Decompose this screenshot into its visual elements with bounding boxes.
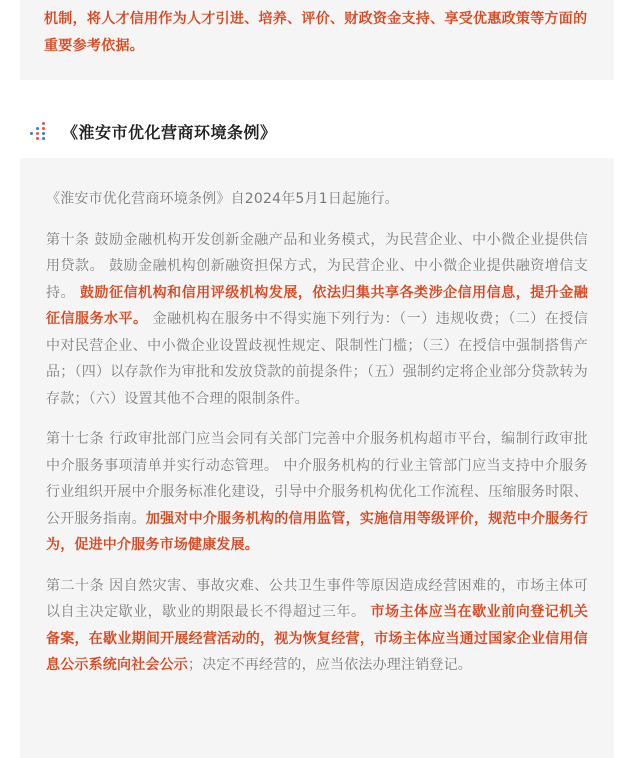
article-20-highlight: 市场主体应当在歇业前向登记机关备案，在歇业期间开展经营活动的，视为恢复经营，市场主体应当通过国家企业信用信息公示系统向社会公示 — [46, 604, 589, 673]
section-title: 《淮安市优化营商环境条例》 — [62, 122, 277, 142]
article-20-paragraph — [46, 573, 588, 679]
regulation-content-box — [20, 158, 614, 758]
article-10-text-2: 金融机构在服务中不得实施下列行为：（一）违规收费；（二）在授信中对民营企业、中小微企业设置歧视性规定、限制性门槛；（三）在授信中强制搭售产品；（四）以存款作为审批和发放贷款的前提条件；（五）强制约定将企业部分贷款转为存款；（六）设置其他不合理的限制条件。 — [46, 311, 588, 407]
article-17-paragraph — [46, 426, 588, 559]
article-10-paragraph — [46, 227, 588, 413]
article-17-text-1: 第十七条 行政审批部门应当会同有关部门完善中介服务机构超市平台，编制行政审批中介服务事项清单并实行动态管理。 中介服务机构的行业主管部门应当支持中介服务行业组织开展中介服务标准化建设，引导中介服务机构优化工作流程、压缩服务时限、公开服务指南。 — [46, 431, 588, 527]
article-10-highlight: 鼓励征信机构和信用评级机构发展，依法归集共享各类涉企信用信息，提升金融征信服务水平。 — [46, 284, 588, 327]
intro-paragraph: 《淮安市优化营商环境条例》自2024年5月1日起施行。 — [46, 191, 399, 207]
article-20-text-1: 第二十条 因自然灾害、事故灾难、公共卫生事件等原因造成经营困难的，市场主体可以自主决定歇业，歇业的期限最长不得超过三年。 — [46, 577, 588, 620]
article-17-highlight: 加强对中介服务机构的信用监管，实施信用等级评价，规范中介服务行为，促进中介服务市场健康发展。 — [46, 510, 588, 553]
article-20-text-2: ；决定不再经营的，应当依法办理注销登记。 — [188, 657, 472, 673]
article-10-text-1: 第十条 鼓励金融机构开发创新金融产品和业务模式，为民营企业、中小微企业提供信用贷款。 鼓励金融机构创新融资担保方式，为民营企业、中小微企业提供融资增信支持。 — [46, 231, 588, 301]
section-header — [30, 118, 277, 144]
dots-grid-icon — [30, 122, 48, 140]
top-highlight-text: 机制，将人才信用作为人才引进、培养、评价、财政资金支持、享受优惠政策等方面的重要参考依据。 — [44, 11, 588, 54]
top-quote-box — [20, 0, 614, 80]
